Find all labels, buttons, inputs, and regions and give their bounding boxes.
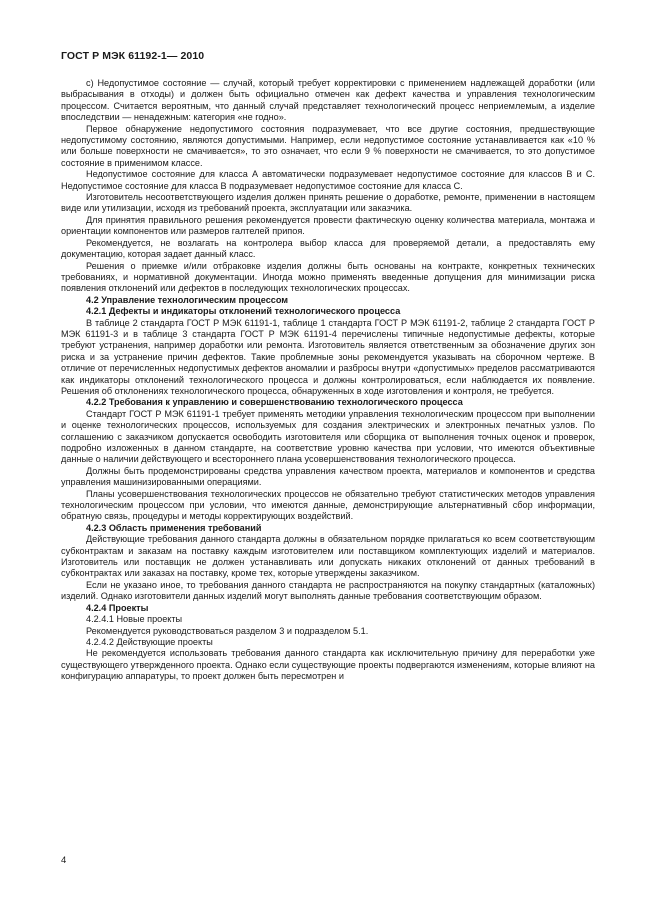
paragraph: Рекомендуется руководствоваться разделом 3 и подразделом 5.1. — [86, 625, 369, 636]
paragraph: Стандарт ГОСТ Р МЭК 61191-1 требует применять методики управления технологическим процессом при выполнении и оценке технологических процессов, используемых для создания электрических и электронных печатных узлов. По соглашению с заказчиком допускается освободить изготовителя или сборщика от выполнения точных оценок и проверок, подробно изложенных в данном стандарте, на соответствие уровню качества при условии, что имеются объективные данные о наличии действующего и всестороннего плана усовершенствования технологического процесса. — [61, 408, 595, 465]
page-number: 4 — [61, 855, 67, 866]
paragraph: В таблице 2 стандарта ГОСТ Р МЭК 61191-1, таблице 1 стандарта ГОСТ Р МЭК 61191-2, таблице 2 стандарта ГОСТ Р МЭК 61191-3 и в таблице 3 стандарта ГОСТ Р МЭК 61191-4 перечислены типичные недопустимые дефекты, которые требуют устранения, например доработки или ремонта. Изготовитель является ответственным за обозначение других зон риска и за устранение причин дефектов. Такие проблемные зоны рекомендуется указывать на сборочном чертеже. В отличие от перечисленных недопустимых дефектов аномалии и разбросы внутри «допустимых» пределов рассматриваются как индикаторы отклонений технологического процесса и должны контролироваться, если наблюдается их появление. Решения об отклонениях технологического процесса, обнаруженных в ходе изготовления и контроля, не требуется. — [61, 317, 595, 396]
paragraph: Недопустимое состояние для класса А автоматически подразумевает недопустимое состояние для классов В и С. Недопустимое состояние для класса В подразумевает недопустимое состояние для класса С. — [61, 169, 595, 191]
paragraph: Не рекомендуется использовать требования данного стандарта как исключительную причину для переработки уже существующего утвержденного проекта. Однако если существующие проекты подвергаются изменениям, которые влияют на конфигурацию аппаратуры, то проект должен быть пересмотрен и — [61, 648, 595, 682]
paragraph: Должны быть продемонстрированы средства управления качеством проекта, материалов и компонентов и средства управления машинизированными операциями. — [61, 465, 595, 488]
section-heading-4-2: 4.2 Управление технологическим процессом — [86, 294, 289, 305]
standard-header: ГОСТ Р МЭК 61192-1— 2010 — [61, 50, 205, 62]
section-heading-4-2-3: 4.2.3 Область применения требований — [86, 522, 262, 533]
paragraph: Первое обнаружение недопустимого состояния подразумевает, что все другие состояния, предшествующие недопустимому состоянию, являются допустимыми. Например, если недопустимое состояние устанавливается как «10 % или больше поверхности не смачивается», то это означает, что если 9 % поверхности не смачивается, то это допустимое состояние в применимом классе. — [61, 123, 595, 168]
body-text — [61, 78, 595, 683]
paragraph: Рекомендуется, не возлагать на контролера выбор класса для проверяемой детали, а предоставлять ему документацию, которая задает данный класс. — [61, 237, 595, 260]
paragraph: Решения о приемке и/или отбраковке изделия должны быть основаны на контракте, конкретных технических требованиях, и нормативной документации. Иногда можно применять введенные допущения для минимизации риска появления отклонений или дефектов в последующих технологических процессах. — [61, 260, 595, 294]
paragraph: с) Недопустимое состояние — случай, который требует корректировки с применением надлежащей доработки (или выбрасывания в отходы) и должен быть официально отмечен как дефект качества и управления технологическим процессом. Считается вероятным, что данный случай представляет технологический процесс неприемлемым, а изделие впоследствии — ненадежным: категория «не годно». — [61, 78, 595, 123]
paragraph: Для принятия правильного решения рекомендуется провести фактическую оценку количества материала, монтажа и ориентации компонентов или размеров галтелей припоя. — [61, 214, 595, 237]
paragraph: Изготовитель несоответствующего изделия должен принять решение о доработке, ремонте, применении в настоящем виде или утилизации, исходя из требований проекта, эксплуатации или заказчика. — [61, 192, 595, 214]
subsection-heading-4-2-4-1: 4.2.4.1 Новые проекты — [86, 614, 183, 625]
section-heading-4-2-1: 4.2.1 Дефекты и индикаторы отклонений технологического процесса — [86, 306, 401, 317]
paragraph: Планы усовершенствования технологических процессов не обязательно требуют статистических методов управления технологическим процессом при условии, что имеются данные, демонстрирующие альтернативный сбор информации, обратную связь, процедуры и методы корректирующих воздействий. — [61, 488, 595, 522]
section-heading-4-2-2: 4.2.2 Требования к управлению и совершенствованию технологического процесса — [86, 397, 463, 408]
paragraph: Действующие требования данного стандарта должны в обязательном порядке прилагаться ко всем соответствующим субконтрактам и заказам на поставку каждым изготовителем или поставщиком комплектующих изделий и материалов. Изготовитель или поставщик не должен устанавливать или допускать никаких отклонений от данных требований в субконтрактах или заказах на поставку, кроме тех, которые утверждены заказчиком. — [61, 534, 595, 579]
section-heading-4-2-4: 4.2.4 Проекты — [86, 602, 149, 613]
paragraph: Если не указано иное, то требования данного стандарта не распространяются на покупку стандартных (каталожных) изделий. Однако изготовители данных изделий могут выполнять данные требования соответствующим образом. — [61, 579, 595, 602]
subsection-heading-4-2-4-2: 4.2.4.2 Действующие проекты — [86, 636, 213, 647]
